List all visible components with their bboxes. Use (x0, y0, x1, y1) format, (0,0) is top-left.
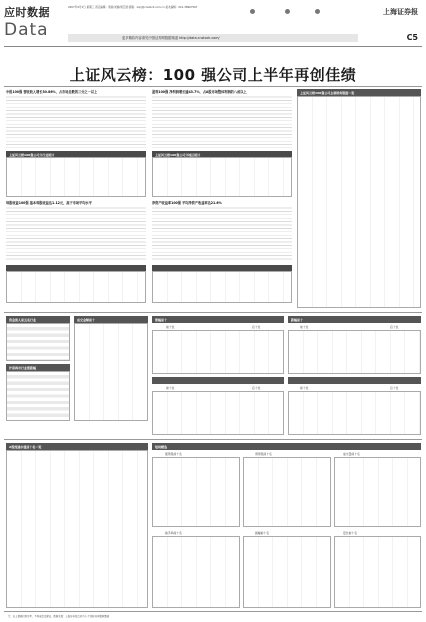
ranking-table (334, 536, 421, 608)
masthead-divider (4, 46, 422, 47)
article-body (152, 94, 292, 148)
ranking-table (243, 536, 331, 608)
article-title: 中报100强 营收收入增长30.86%，占市场总数的三分之一以上 (6, 90, 98, 94)
page-number: C5 (406, 33, 418, 42)
right-table-title: 上证风云榜100强公司主要财务数据一览 (300, 91, 355, 95)
footer-note: 注：以上数据仅供参考，不构成投资建议。数据来源：上海证券报资讯中心 中国证券网数据频道 (8, 615, 110, 618)
region-table (152, 157, 292, 197)
section-divider (4, 439, 422, 440)
panel-header: A股流通市值前十名一览 (6, 443, 148, 450)
ranking-table (243, 457, 331, 527)
article-title: 每股收益100强 基本每股收益达1.12元，高于市场平均水平 (6, 201, 92, 205)
table-header: 上证风云榜100强公司分地区统计 (152, 151, 292, 157)
panel-header: 资金流入前五名行业 (6, 316, 70, 323)
article-title: 净资产收益率100强 平均净资产收益率达21.6% (152, 201, 222, 205)
summary-table (152, 271, 292, 303)
logo-mark-icon (285, 9, 290, 14)
panel-header: 涨幅前十 (152, 316, 284, 323)
financial-data-table (297, 96, 421, 308)
flow-table (6, 323, 70, 361)
logo-mark-icon (315, 9, 320, 14)
panel-header (288, 377, 421, 384)
industry-table (6, 157, 146, 197)
logo-mark-icon (250, 9, 255, 14)
paper-logo: 上海证券报 (383, 7, 418, 16)
table-header: 上证风云榜100强公司分行业统计 (6, 151, 146, 157)
article-body (152, 205, 292, 261)
gainers-table (152, 330, 284, 374)
article-title: 盈利100强 净利润增长逾43.7%，占A股市场整体利润的八成以上 (152, 90, 247, 94)
ranking-table (288, 391, 421, 435)
ranking-table (152, 391, 284, 435)
panel-header (152, 377, 284, 384)
ranking-table (152, 536, 240, 608)
headline: 上证风云榜：100 强公司上半年再创佳绩 (69, 66, 357, 84)
right-table-header (297, 89, 421, 96)
losers-table (288, 330, 421, 374)
publication-info: 2007年9月5日 星期三 责任编辑：周斌/刘楠/周卫国 邮箱：zqcj@cnstock.com.cn 美术编辑：021-38967567 (68, 6, 198, 9)
panel-header: 沪深两市行业涨跌幅 (6, 364, 70, 371)
summary-table (6, 271, 146, 303)
promo-text[interactable]: 更多精彩内容请见中国证券网数据频道 http://data.cnstock.com/ (122, 36, 220, 40)
sector-table (6, 371, 70, 421)
article-body (6, 94, 146, 148)
ranking-table (152, 457, 240, 527)
footer-divider (4, 611, 422, 612)
section-name-en: Data (4, 20, 49, 40)
masthead (0, 0, 426, 60)
amount-table (74, 323, 148, 421)
section-name-cn: 应时数据 (4, 6, 50, 19)
panel-header: 成交金额前十 (74, 316, 148, 323)
section-divider (4, 312, 422, 313)
market-value-table (6, 450, 148, 608)
panel-header: 短线精选 (152, 443, 421, 450)
panel-header: 跌幅前十 (288, 316, 421, 323)
article-body (6, 205, 146, 261)
ranking-table (334, 457, 421, 527)
headline-divider (4, 86, 422, 87)
